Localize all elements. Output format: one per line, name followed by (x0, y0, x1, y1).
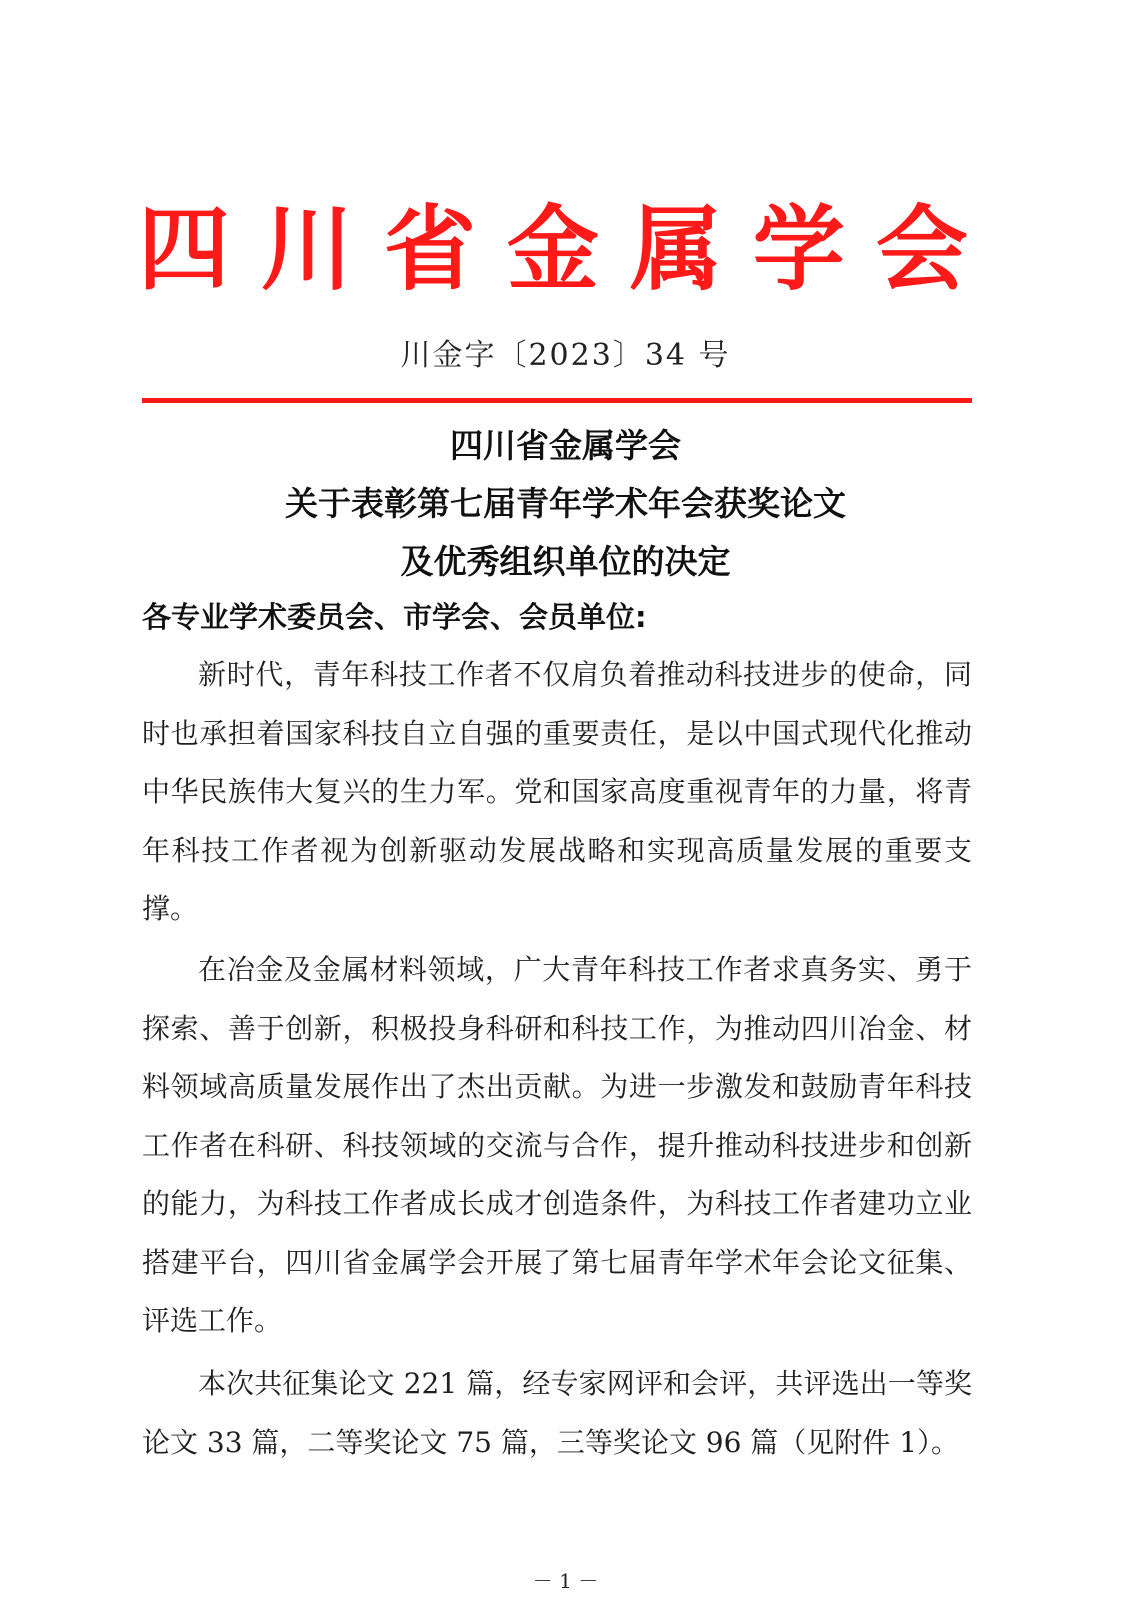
letterhead-char: 会 (875, 196, 968, 303)
letterhead-char: 学 (752, 196, 845, 303)
letterhead-char: 属 (629, 196, 722, 303)
page-number: － 1 － (532, 1569, 599, 1593)
letterhead-char: 省 (383, 196, 476, 303)
document-number: 川金字〔2023〕34 号 (400, 338, 731, 373)
document-title-line-3: 及优秀组织单位的决定 (400, 542, 731, 581)
body-paragraph: 新时代，青年科技工作者不仅肩负着推动科技进步的使命，同时也承担着国家科技自立自强的重要责任，是以中国式现代化推动中华民族伟大复兴的生力军。党和国家高度重视青年的力量，将青年科技工作者视为创新驱动发展战略和实现高质量发展的重要支撑。 (142, 658, 972, 925)
document-title-line-2: 关于表彰第七届青年学术年会获奖论文 (285, 484, 846, 523)
letterhead-char: 川 (260, 196, 353, 303)
body-paragraph: 本次共征集论文 221 篇，经专家网评和会评，共评选出一等奖论文 33 篇，二等奖论文 75 篇，三等奖论文 96 篇（见附件 1）。 (142, 1367, 972, 1459)
letterhead-char: 金 (506, 196, 599, 303)
header-divider (142, 398, 972, 403)
org-letterhead (138, 196, 968, 303)
letterhead-char: 四 (138, 196, 231, 303)
salutation: 各专业学术委员会、市学会、会员单位: (142, 600, 647, 634)
body-paragraph: 在冶金及金属材料领域，广大青年科技工作者求真务实、勇于探索、善于创新，积极投身科研和科技工作，为推动四川冶金、材料领域高质量发展作出了杰出贡献。为进一步激发和鼓励青年科技工作者在科研、科技领域的交流与合作，提升推动科技进步和创新的能力，为科技工作者成长成才创造条件，为科技工作者建功立业搭建平台，四川省金属学会开展了第七届青年学术年会论文征集、评选工作。 (142, 953, 972, 1337)
document-title-line-1: 四川省金属学会 (450, 426, 681, 465)
